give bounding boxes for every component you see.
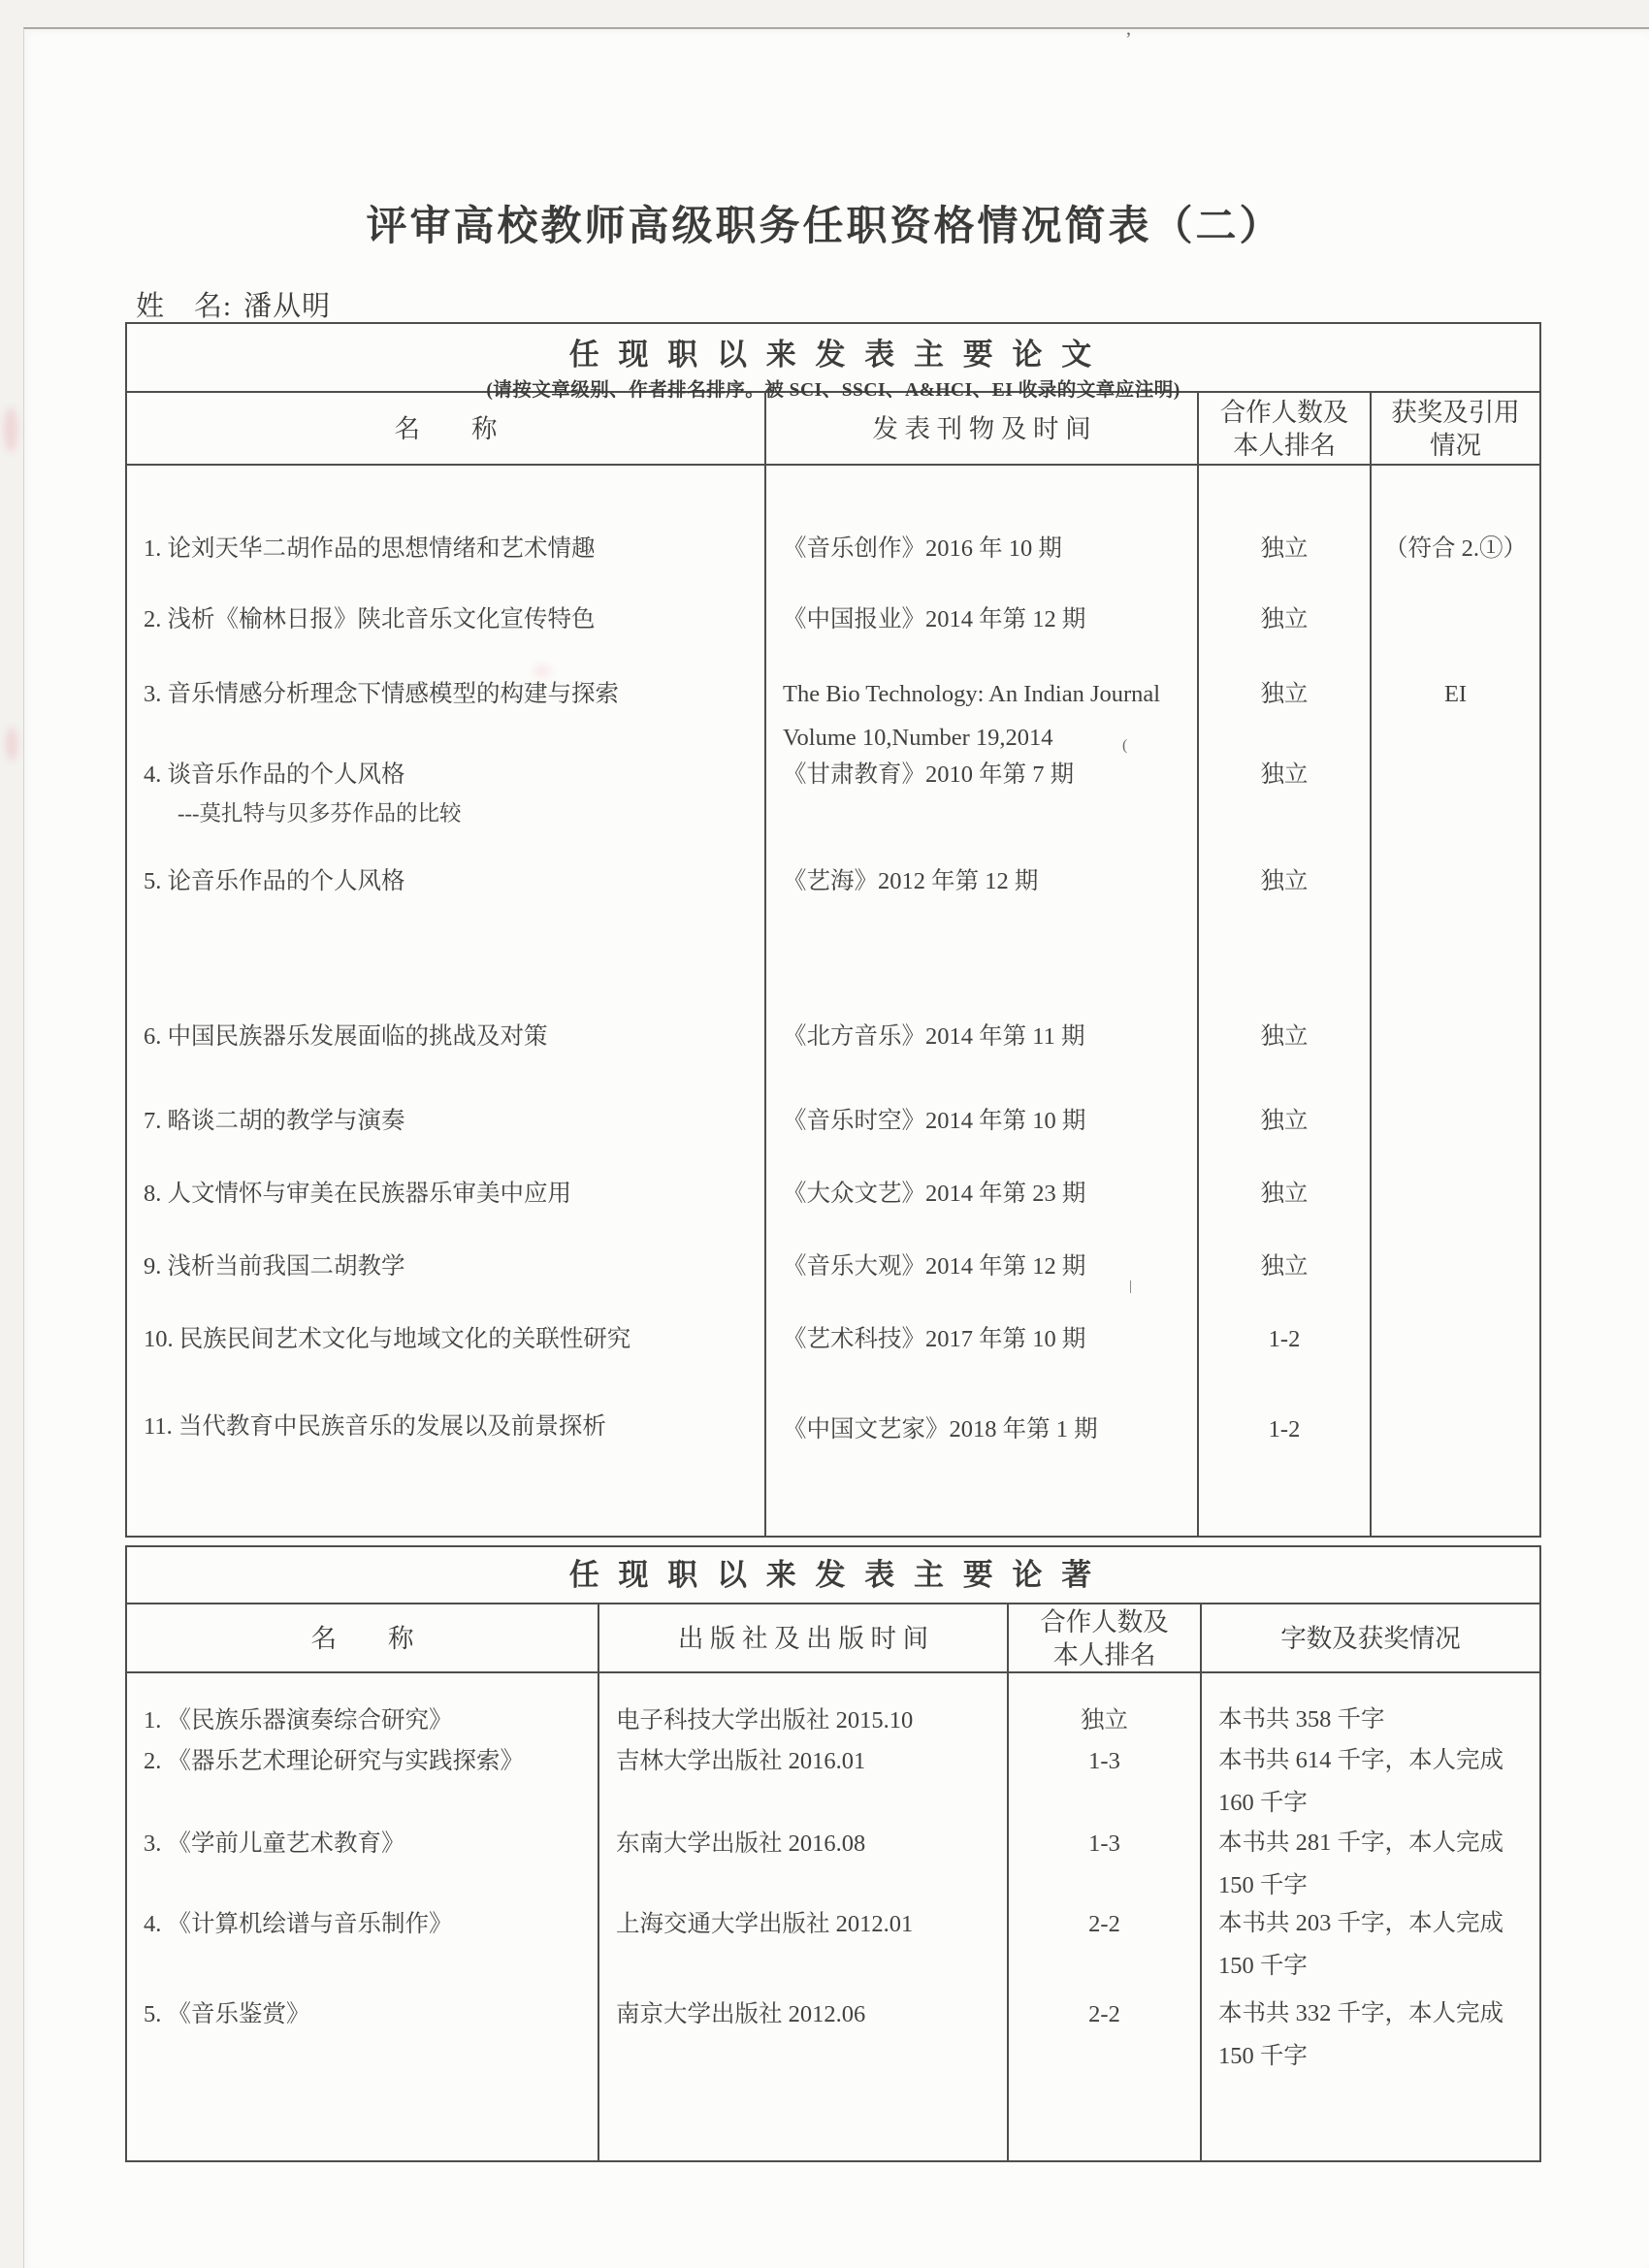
books-column-header-row	[127, 1604, 1539, 1673]
column-header-award: 获奖及引用 情况	[1370, 393, 1539, 464]
paper-journal: 《中国文艺家》2018 年第 1 期	[783, 1416, 1098, 1442]
paper-cooperation: 1-2	[1268, 1326, 1301, 1352]
paper-award: EI	[1443, 681, 1468, 707]
paper-journal: 《中国报业》2014 年第 12 期	[783, 606, 1086, 632]
book-title: 2. 《器乐艺术理论研究与实践探索》	[144, 1748, 524, 1774]
paper-title: 9. 浅析当前我国二胡教学	[144, 1253, 405, 1280]
paper-cooperation: 独立	[1260, 681, 1309, 707]
book-words: 本书共 358 千字	[1218, 1706, 1385, 1733]
book-publisher: 电子科技大学出版社 2015.10	[616, 1707, 914, 1733]
paper-title: 2. 浅析《榆林日报》陕北音乐文化宣传特色	[144, 606, 596, 632]
paper-title: 1. 论刘天华二胡作品的思想情绪和艺术情趣	[144, 535, 596, 562]
books-table	[125, 1545, 1541, 2162]
books-words-column	[1200, 1673, 1539, 2160]
books-table-body	[127, 1673, 1539, 2160]
scan-smudge	[4, 407, 17, 452]
paper-cooperation: 独立	[1260, 1253, 1309, 1280]
paper-cooperation: 独立	[1260, 606, 1309, 632]
papers-name-column	[127, 466, 764, 1536]
paper-journal: 《北方音乐》2014 年第 11 期	[783, 1023, 1085, 1050]
paper-title: 10. 民族民间艺术文化与地域文化的关联性研究	[144, 1326, 631, 1352]
name-line	[136, 284, 331, 324]
book-publisher: 上海交通大学出版社 2012.01	[616, 1911, 914, 1937]
books-cooperation-column	[1007, 1673, 1200, 2160]
paper-journal: 《艺海》2012 年第 12 期	[783, 868, 1039, 894]
book-words: 本书共 203 千字，本人完成 150 千字	[1218, 1910, 1504, 1979]
books-table-title: 任 现 职 以 来 发 表 主 要 论 著	[568, 1558, 1098, 1592]
paper-cooperation: 独立	[1260, 868, 1309, 894]
name-label: 姓 名:	[136, 291, 233, 322]
book-title: 5. 《音乐鉴赏》	[144, 2001, 310, 2027]
paper-journal: 《大众文艺》2014 年第 23 期	[783, 1181, 1086, 1207]
book-publisher: 吉林大学出版社 2016.01	[616, 1748, 866, 1774]
paper-cooperation: 1-2	[1268, 1416, 1301, 1442]
paper-award: （符合 2.①）	[1384, 535, 1527, 562]
paper-journal: 《音乐创作》2016 年 10 期	[783, 535, 1062, 562]
paper-journal: 《艺术科技》2017 年第 10 期	[783, 1326, 1086, 1352]
paper-journal: Volume 10,Number 19,2014	[783, 725, 1053, 751]
paper-cooperation: 独立	[1260, 761, 1309, 788]
name-value: 潘从明	[243, 291, 332, 322]
scan-speck: (	[1122, 737, 1128, 754]
paper-subtitle: ---莫扎特与贝多芬作品的比较	[178, 801, 462, 826]
paper-journal: The Bio Technology: An Indian Journal	[783, 681, 1161, 707]
column-header-name: 名 称	[310, 1623, 414, 1653]
scan-speck: |	[1129, 1279, 1133, 1294]
column-header-words: 字数及获奖情况	[1200, 1604, 1539, 1671]
book-cooperation: 独立	[1081, 1707, 1128, 1733]
column-header-name: 名 称	[394, 413, 498, 443]
paper-cooperation: 独立	[1260, 1108, 1309, 1134]
page-title: 评审高校教师高级职务任职资格情况简表（二）	[366, 205, 1283, 249]
paper-cooperation: 独立	[1260, 1181, 1309, 1207]
books-name-column	[127, 1673, 598, 2160]
column-header-cooperation: 合作人数及 本人排名	[1007, 1604, 1200, 1671]
book-title: 4. 《计算机绘谱与音乐制作》	[144, 1911, 453, 1937]
books-table-header	[127, 1547, 1539, 1604]
books-publisher-column	[598, 1673, 1007, 2160]
scan-speck: ʼ	[1125, 29, 1132, 50]
book-words: 本书共 332 千字，本人完成 150 千字	[1218, 2000, 1504, 2069]
paper-journal: 《音乐大观》2014 年第 12 期	[783, 1253, 1086, 1280]
papers-table-subtitle: (请按文章级别、作者排名排序。被 SCI、SSCI、A&HCI、EI 收录的文章应注明)	[486, 380, 1180, 401]
paper-title: 5. 论音乐作品的个人风格	[144, 868, 405, 894]
paper-title: 7. 略谈二胡的教学与演奏	[144, 1108, 405, 1134]
papers-journal-column	[764, 466, 1197, 1536]
book-publisher: 南京大学出版社 2012.06	[616, 2001, 866, 2027]
book-title: 3. 《学前儿童艺术教育》	[144, 1831, 405, 1857]
book-cooperation: 2-2	[1088, 1911, 1120, 1937]
book-title: 1. 《民族乐器演奏综合研究》	[144, 1707, 453, 1733]
paper-cooperation: 独立	[1260, 535, 1309, 562]
paper-journal: 《甘肃教育》2010 年第 7 期	[783, 761, 1075, 788]
paper-title: 8. 人文情怀与审美在民族器乐审美中应用	[144, 1181, 571, 1207]
papers-cooperation-column	[1197, 466, 1370, 1536]
papers-table-header	[127, 324, 1539, 401]
paper-title: 3. 音乐情感分析理念下情感模型的构建与探索	[144, 681, 619, 707]
paper-title: 4. 谈音乐作品的个人风格	[144, 761, 405, 788]
column-header-publisher: 出 版 社 及 出 版 时 间	[598, 1604, 1007, 1671]
papers-table	[125, 322, 1541, 1538]
papers-column-header-row	[127, 393, 1539, 466]
paper-title: 6. 中国民族器乐发展面临的挑战及对策	[144, 1023, 548, 1050]
scan-smudge	[6, 728, 17, 761]
book-publisher: 东南大学出版社 2016.08	[616, 1831, 866, 1857]
book-cooperation: 1-3	[1088, 1831, 1120, 1857]
column-header-journal: 发 表 刊 物 及 时 间	[764, 393, 1197, 464]
papers-award-column	[1370, 466, 1539, 1536]
column-header-cooperation: 合作人数及 本人排名	[1197, 393, 1370, 464]
papers-table-title: 任 现 职 以 来 发 表 主 要 论 文	[568, 338, 1098, 372]
papers-table-body	[127, 466, 1539, 1536]
book-cooperation: 2-2	[1088, 2001, 1120, 2027]
book-cooperation: 1-3	[1088, 1748, 1120, 1774]
book-words: 本书共 614 千字，本人完成 160 千字	[1218, 1747, 1504, 1816]
paper-cooperation: 独立	[1260, 1023, 1309, 1050]
paper-title: 11. 当代教育中民族音乐的发展以及前景探析	[144, 1413, 606, 1440]
paper-journal: 《音乐时空》2014 年第 10 期	[783, 1108, 1086, 1134]
book-words: 本书共 281 千字，本人完成 150 千字	[1218, 1830, 1504, 1898]
